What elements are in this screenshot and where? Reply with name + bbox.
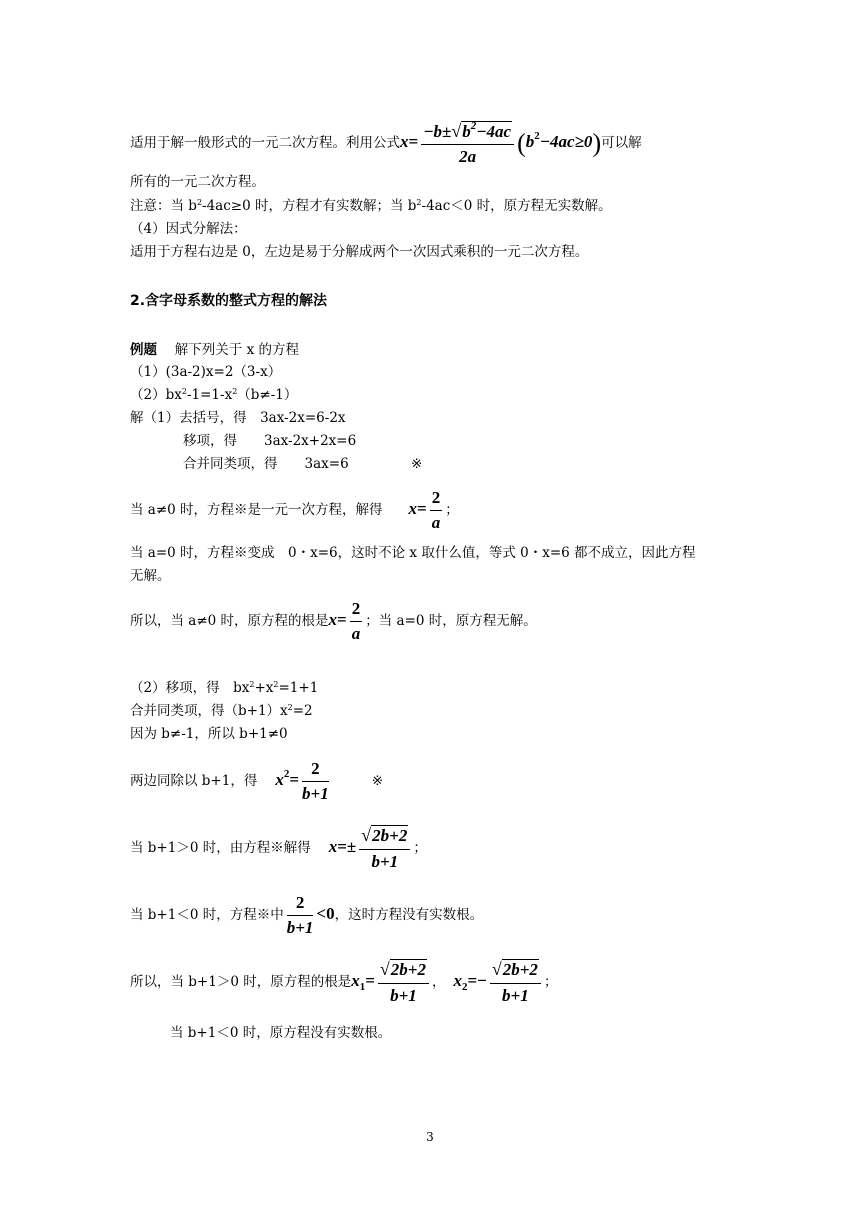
text: ；	[413, 840, 427, 856]
note-line	[130, 196, 612, 216]
solution-step-3	[183, 454, 422, 474]
text: （2）bx	[130, 387, 182, 403]
sqrt-icon: √	[361, 825, 372, 845]
result-line-6	[130, 956, 557, 1007]
math-var: x	[275, 770, 284, 789]
math-radicand: 2b+2	[372, 826, 408, 845]
result-line-1	[130, 487, 459, 534]
exp: 2	[249, 680, 255, 689]
example-label: 例题	[130, 342, 157, 358]
math-op: =	[408, 132, 419, 151]
math-den: a	[431, 513, 441, 532]
math-var: b	[462, 121, 471, 141]
method-title: （4）因式分解法：	[130, 221, 247, 237]
math-var: x	[408, 499, 418, 518]
question-2	[130, 385, 297, 405]
math-op: <0	[316, 904, 335, 923]
text: 适用于解一般形式的一元二次方程。利用公式	[130, 135, 400, 151]
math-exp: 2	[470, 119, 477, 132]
text-line: 当 b+1＜0 时，原方程没有实数根。	[170, 1025, 392, 1041]
text: 合并同类项，得（b+1）x	[130, 703, 288, 719]
exp: 2	[273, 680, 279, 689]
text-line: 当 a=0 时，方程※变成 0・x=6，这时不论 x 取什么值，等式 0・x=6 都不成立，因此方程	[130, 545, 696, 561]
math-var: x	[328, 837, 338, 856]
solution2-step-2	[130, 701, 313, 721]
paren-icon: )	[592, 128, 602, 158]
sqrt-icon: √	[491, 959, 502, 979]
text: ，这时方程没有实数根。	[334, 907, 484, 923]
exp: 2	[232, 387, 238, 396]
text: ，	[431, 974, 446, 990]
equation: 3ax-2x=6-2x	[260, 410, 346, 426]
solution2-step-3: 因为 b≠-1，所以 b+1≠0	[130, 726, 288, 742]
reference-mark: ※	[410, 456, 423, 472]
math-num: −b±	[423, 121, 452, 141]
math-op: =±	[337, 837, 357, 856]
reference-mark: ※	[371, 773, 384, 789]
text: 解（1）	[130, 410, 180, 426]
math-num: 2	[430, 487, 443, 511]
math-op: =	[289, 770, 300, 789]
math-exp: 2	[534, 130, 540, 142]
math-radicand: 2b+2	[390, 960, 426, 979]
text: 注意：当 b	[130, 198, 197, 214]
result-line-2	[130, 598, 537, 645]
equation: 3ax-2x+2x=6	[264, 433, 357, 449]
math-den: b+1	[286, 918, 314, 937]
exp: 2	[196, 198, 203, 207]
math-sub: 2	[461, 981, 468, 993]
sqrt-icon: √	[451, 120, 462, 141]
math-den: a	[351, 624, 361, 643]
math-radicand: 2b+2	[502, 960, 538, 979]
exp: 2	[416, 198, 422, 207]
text: =1+1	[278, 680, 319, 696]
text: 解下列关于 x 的方程	[174, 342, 299, 358]
exp: 2	[181, 387, 187, 396]
text-line: 无解。	[130, 568, 171, 584]
text: （b≠-1）	[237, 387, 298, 403]
math-cond: −4ac≥0	[539, 132, 593, 151]
result-line-3	[130, 756, 383, 805]
text: bx	[233, 680, 250, 696]
math-num: 2	[287, 892, 314, 916]
paren-icon: (	[517, 128, 526, 158]
text: -4ac≥0 时，方程才有实数解；当 b	[202, 198, 417, 214]
math-op: =−	[467, 971, 487, 990]
math-var: x	[453, 971, 462, 990]
exp: 2	[287, 703, 293, 712]
text: =2	[292, 703, 313, 719]
math-den: 2a	[459, 146, 477, 166]
example-line	[130, 340, 299, 360]
text: 两边同除以 b+1，得	[130, 773, 258, 789]
math-var: x	[351, 971, 360, 990]
equation: 3ax=6	[304, 456, 349, 472]
text: ；	[543, 974, 558, 990]
math-op: =	[417, 499, 427, 518]
solution-step-2	[183, 431, 356, 451]
math-den: b+1	[502, 986, 529, 1005]
math-num: 2	[350, 598, 363, 622]
quadratic-formula	[421, 120, 514, 168]
text: 所以，当 b+1＞0 时，原方程的根是	[130, 974, 352, 990]
math-op: =	[337, 610, 347, 629]
math-var: b	[525, 132, 535, 151]
text: ；	[445, 502, 459, 518]
result-line-5	[130, 890, 483, 939]
text-line: 所有的一元二次方程。	[130, 174, 265, 190]
solution-step-1	[130, 408, 346, 428]
result-line-4	[130, 822, 427, 873]
text: 可以解	[601, 135, 642, 151]
text: ；当 a=0 时，原方程无解。	[365, 613, 537, 629]
math-op: =	[365, 971, 375, 990]
page-number: 3	[426, 1130, 434, 1144]
text: 当 a≠0 时，方程※是一元一次方程，解得	[130, 502, 383, 518]
method-desc: 适用于方程右边是 0，左边是易于分解成两个一次因式乘积的一元二次方程。	[130, 244, 589, 260]
text: 当 b+1＞0 时，由方程※解得	[130, 840, 311, 856]
text: 当 b+1＜0 时，方程※中	[130, 907, 284, 923]
text: （2）移项，得	[130, 680, 220, 696]
math-var: x	[400, 132, 409, 151]
math-den: b+1	[390, 986, 417, 1005]
question-1: （1）(3a-2)x=2（3-x）	[130, 364, 282, 380]
text: -1=1-x	[186, 387, 233, 403]
text: 移项，得	[183, 433, 237, 449]
solution2-step-1	[130, 678, 318, 698]
math-var: x	[328, 610, 338, 629]
math-exp: 2	[283, 768, 290, 780]
math-var: −4ac	[476, 121, 512, 141]
text: -4ac＜0 时，原方程无实数解。	[421, 198, 612, 214]
math-num: 2	[302, 758, 329, 782]
formula-paragraph	[130, 116, 642, 170]
text: 去括号，得	[179, 410, 247, 426]
section-heading: 2.含字母系数的整式方程的解法	[130, 293, 328, 309]
sqrt-icon: √	[379, 959, 390, 979]
text: +x	[254, 680, 274, 696]
text: 合并同类项，得	[183, 456, 278, 472]
math-sub: 1	[359, 981, 366, 993]
math-den: b+1	[302, 784, 329, 803]
text: 所以，当 a≠0 时，原方程的根是	[130, 613, 329, 629]
math-den: b+1	[371, 852, 399, 871]
